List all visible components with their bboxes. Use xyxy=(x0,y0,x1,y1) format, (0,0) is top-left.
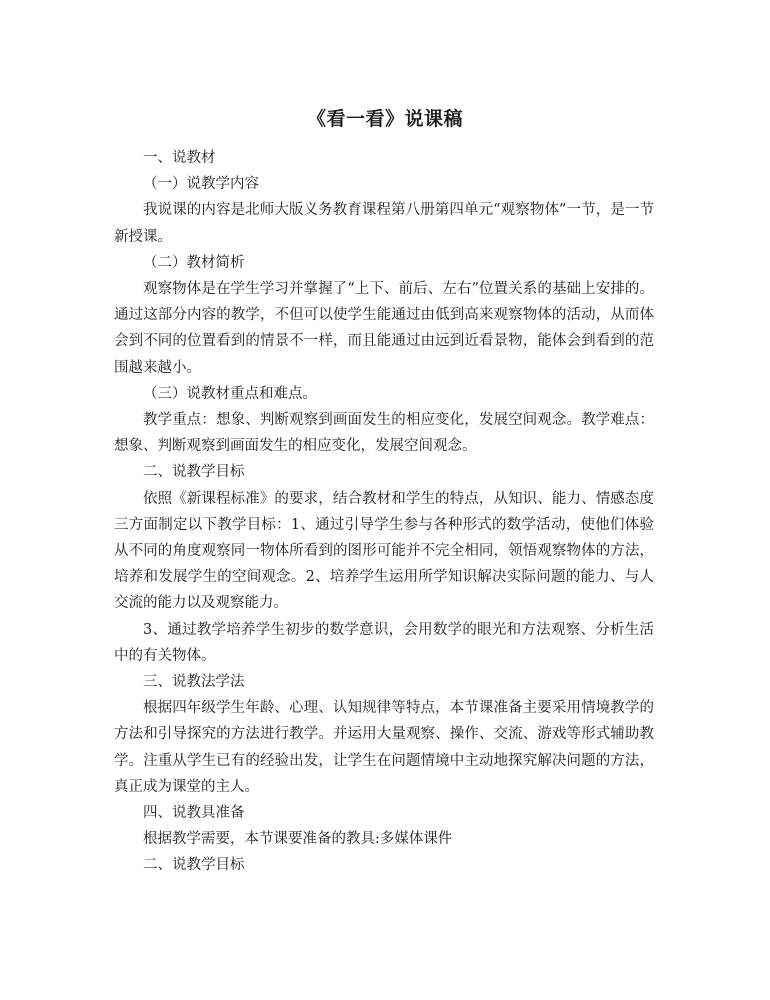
document-title: 《看一看》说课稿 xyxy=(306,108,463,130)
heading-teaching-aids: 四、说教具准备 xyxy=(143,805,245,822)
subheading-analysis: （二）教材简析 xyxy=(143,254,245,271)
heading-objectives: 二、说教学目标 xyxy=(143,464,245,481)
paragraph-analysis: 观察物体是在学生学习并掌握了“上下、前后、左右”位置关系的基础上安排的。通过这部分内容的教学，不但可以使学生能通过由低到高来观察物体的活动，从而体会到不同的位置看到的情景不一样，而且能通过由远到近看景物，能体会到看到的范围越来越小。 xyxy=(114,281,654,376)
paragraph-key-points: 教学重点：想象、判断观察到画面发生的相应变化，发展空间观念。教学难点：想象、判断观察到画面发生的相应变化，发展空间观念。 xyxy=(114,412,654,455)
subheading-content: （一）说教学内容 xyxy=(143,176,259,193)
paragraph-teaching-aids: 根据教学需要，本节课要准备的教具:多媒体课件 xyxy=(143,831,453,848)
paragraph-objectives-3: 3、通过教学培养学生初步的数学意识，会用数学的眼光和方法观察、分析生活中的有关物体。 xyxy=(114,621,654,664)
heading-methods: 三、说教法学法 xyxy=(143,674,245,691)
document-body xyxy=(114,145,654,879)
heading-textbook: 一、说教材 xyxy=(143,150,216,166)
subheading-key-points: （三）说教材重点和难点。 xyxy=(143,385,317,402)
paragraph-objectives: 依照《新课程标准》的要求，结合教材和学生的特点，从知识、能力、情感态度三方面制定以下教学目标：1、通过引导学生参与各种形式的数学活动，使他们体验从不同的角度观察同一物体所看到的图形可能并不完全相同，领悟观察物体的方法，培养和发展学生的空间观念。2、培养学生运用所学知识解决实际问题的能力、与人交流的能力以及观察能力。 xyxy=(114,490,654,612)
heading-objectives-repeat: 二、说教学目标 xyxy=(143,857,245,874)
paragraph-content: 我说课的内容是北师大版义务教育课程第八册第四单元“观察物体”一节，是一节新授课。 xyxy=(114,202,654,245)
paragraph-methods: 根据四年级学生年龄、心理、认知规律等特点，本节课准备主要采用情境教学的方法和引导探究的方法进行教学。并运用大量观察、操作、交流、游戏等形式辅助教学。注重从学生已有的经验出发，让学生在问题情境中主动地探究解决问题的方法，真正成为课堂的主人。 xyxy=(114,700,654,795)
